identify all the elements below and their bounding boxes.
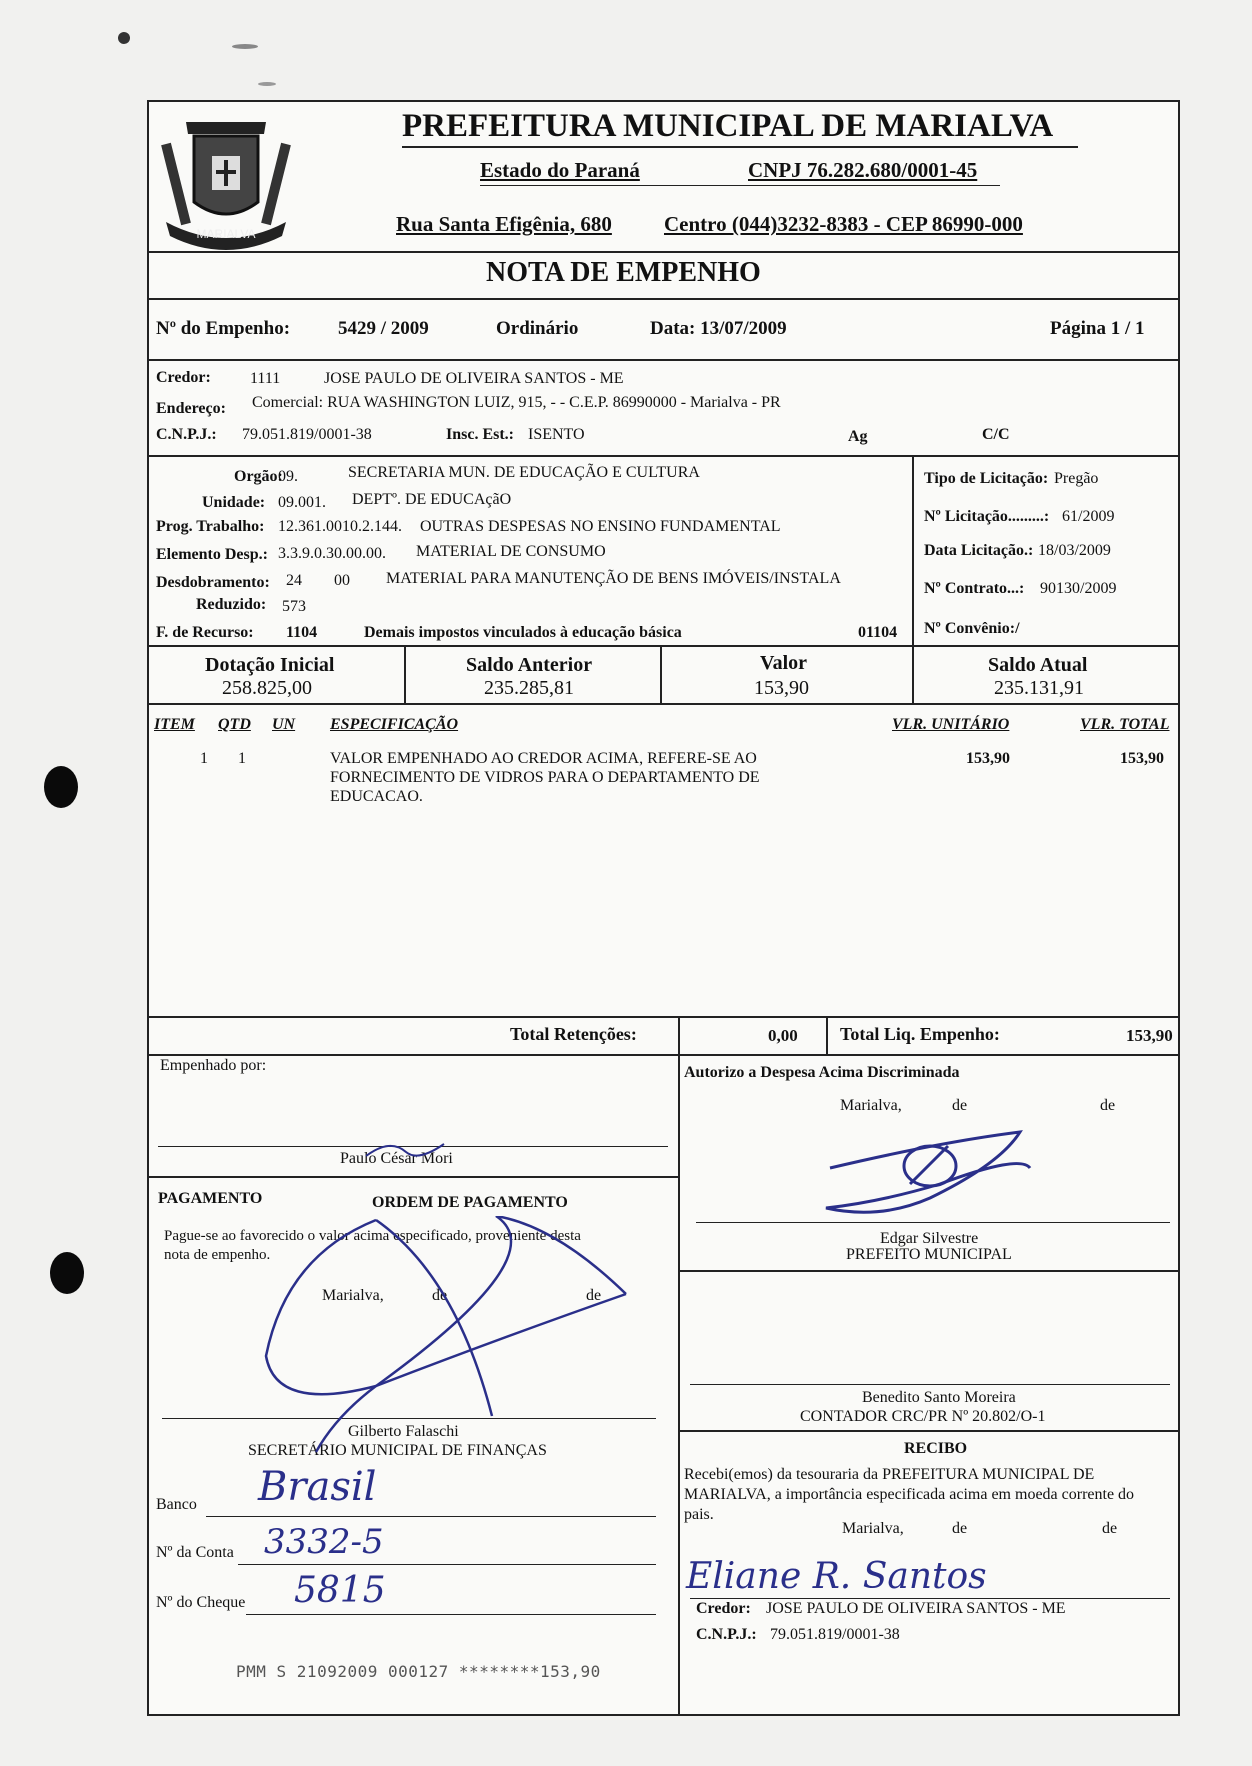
licitacao-date: 18/03/2009 bbox=[1038, 542, 1111, 559]
empenho-number-label: Nº do Empenho: bbox=[156, 318, 291, 339]
divider-vertical bbox=[826, 1016, 828, 1054]
col-spec-header: ESPECIFICAÇÃO bbox=[330, 716, 459, 733]
recibo-signature: Eliane R. Santos bbox=[686, 1556, 987, 1597]
punch-hole bbox=[50, 1252, 84, 1294]
unidade-label: Unidade: bbox=[202, 494, 266, 511]
empenhado-signature bbox=[360, 1136, 450, 1166]
reduzido-label: Reduzido: bbox=[196, 596, 267, 613]
contrato-label: Nº Contrato...: bbox=[924, 580, 1025, 597]
tipo-licitacao-label: Tipo de Licitação: bbox=[924, 470, 1049, 487]
svg-text:MARIALVA: MARIALVA bbox=[196, 227, 256, 241]
elemento-name: MATERIAL DE CONSUMO bbox=[416, 543, 606, 560]
item-number: 1 bbox=[200, 750, 208, 767]
item-qtd: 1 bbox=[238, 750, 246, 767]
col-unit-header: VLR. UNITÁRIO bbox=[892, 716, 1010, 733]
contador-nome: Benedito Santo Moreira bbox=[862, 1389, 1016, 1406]
recibo-de: de bbox=[1102, 1520, 1118, 1537]
desdobramento-name: MATERIAL PARA MANUTENÇÃO DE BENS IMÓVEIS/INSTALA bbox=[386, 570, 841, 587]
scan-speck bbox=[232, 44, 258, 49]
divider bbox=[147, 455, 1180, 457]
scan-speck bbox=[258, 82, 276, 86]
secretario-signature bbox=[256, 1216, 636, 1456]
divider-vertical bbox=[912, 455, 914, 645]
credor-address: Comercial: RUA WASHINGTON LUIZ, 915, - - C.E.P. 86990000 - Marialva - PR bbox=[252, 394, 781, 411]
orgao-code: 09. bbox=[278, 468, 298, 485]
divider-vertical bbox=[678, 1016, 680, 1054]
credor-cnpj-label: C.N.P.J.: bbox=[156, 426, 217, 443]
orgao-name: SECRETARIA MUN. DE EDUCAÇÃO E CULTURA bbox=[348, 464, 700, 481]
cc-label: C/C bbox=[982, 426, 1010, 443]
desdobramento-a: 24 bbox=[286, 572, 302, 589]
contador-cargo: CONTADOR CRC/PR Nº 20.802/O-1 bbox=[800, 1408, 1046, 1425]
item-spec-line: VALOR EMPENHADO AO CREDOR ACIMA, REFERE-SE AO bbox=[330, 750, 757, 767]
divider bbox=[678, 1270, 1180, 1272]
recurso-name: Demais impostos vinculados à educação básica bbox=[364, 624, 682, 641]
signature-line bbox=[690, 1384, 1170, 1385]
recibo-cnpj: 79.051.819/0001-38 bbox=[770, 1626, 900, 1643]
autorizo-de: de bbox=[1100, 1097, 1116, 1114]
licitacao-date-label: Data Licitação.: bbox=[924, 542, 1034, 559]
tipo-licitacao-value: Pregão bbox=[1054, 470, 1099, 487]
col-un-header: UN bbox=[272, 716, 296, 733]
dotacao-label: Dotação Inicial bbox=[205, 654, 335, 676]
banco-line bbox=[206, 1516, 656, 1517]
divider bbox=[147, 1054, 1180, 1056]
divider bbox=[147, 703, 1180, 705]
col-total-header: VLR. TOTAL bbox=[1080, 716, 1170, 733]
desdobramento-b: 00 bbox=[334, 572, 350, 589]
ag-label: Ag bbox=[848, 428, 868, 445]
prog-trabalho-name: OUTRAS DESPESAS NO ENSINO FUNDAMENTAL bbox=[420, 518, 781, 535]
desdobramento-label: Desdobramento: bbox=[156, 574, 270, 591]
pagamento-de: de bbox=[432, 1287, 448, 1304]
empenho-number: 5429 / 2009 bbox=[338, 318, 429, 339]
prefeito-nome: Edgar Silvestre bbox=[880, 1230, 979, 1247]
credor-cnpj: 79.051.819/0001-38 bbox=[242, 426, 372, 443]
insc-est-label: Insc. Est.: bbox=[446, 426, 515, 443]
header-underline bbox=[480, 185, 1000, 186]
pagamento-de: de bbox=[586, 1287, 602, 1304]
marialva-coat-of-arms bbox=[156, 104, 296, 254]
saldo-atual-value: 235.131,91 bbox=[994, 677, 1084, 699]
credor-name: JOSE PAULO DE OLIVEIRA SANTOS - ME bbox=[324, 370, 624, 387]
recibo-title: RECIBO bbox=[904, 1440, 968, 1457]
prefeito-cargo: PREFEITO MUNICIPAL bbox=[846, 1246, 1012, 1263]
divider bbox=[147, 1176, 678, 1178]
autorizo-de: de bbox=[952, 1097, 968, 1114]
institution-cnpj: CNPJ 76.282.680/0001-45 bbox=[748, 158, 978, 182]
retencoes-label: Total Retenções: bbox=[510, 1024, 637, 1044]
ordem-pagamento-label: ORDEM DE PAGAMENTO bbox=[372, 1194, 568, 1211]
divider-vertical bbox=[678, 1054, 680, 1716]
cheque-line bbox=[246, 1614, 656, 1615]
item-total-value: 153,90 bbox=[1120, 750, 1164, 767]
prog-trabalho-code: 12.361.0010.2.144. bbox=[278, 518, 402, 535]
recibo-de: de bbox=[952, 1520, 968, 1537]
document-title: NOTA DE EMPENHO bbox=[486, 257, 761, 288]
payment-stamp: PMM S 21092009 000127 ********153,90 bbox=[236, 1662, 601, 1681]
banco-label: Banco bbox=[156, 1496, 197, 1513]
contrato-value: 90130/2009 bbox=[1040, 580, 1117, 597]
divider bbox=[147, 359, 1180, 361]
empenho-date: Data: 13/07/2009 bbox=[650, 318, 787, 339]
unidade-code: 09.001. bbox=[278, 494, 326, 511]
secretario-nome: Gilberto Falaschi bbox=[348, 1423, 459, 1440]
autorizo-city: Marialva, bbox=[840, 1097, 902, 1114]
recibo-text: MARIALVA, a importância especificada acima em moeda corrente do bbox=[684, 1486, 1135, 1503]
credor-code: 1111 bbox=[250, 370, 281, 387]
conta-label: Nº da Conta bbox=[156, 1544, 234, 1561]
saldo-anterior-label: Saldo Anterior bbox=[466, 654, 593, 676]
signature-line bbox=[690, 1598, 1170, 1599]
recibo-text: pais. bbox=[684, 1506, 714, 1523]
conta-line bbox=[238, 1564, 656, 1565]
saldo-atual-label: Saldo Atual bbox=[988, 654, 1088, 676]
item-spec-line: EDUCACAO. bbox=[330, 788, 423, 805]
institution-title: PREFEITURA MUNICIPAL DE MARIALVA bbox=[402, 108, 1054, 144]
licitacao-number: 61/2009 bbox=[1062, 508, 1115, 525]
elemento-label: Elemento Desp.: bbox=[156, 546, 268, 563]
empenhado-por-label: Empenhado por: bbox=[160, 1057, 267, 1074]
recurso-code: 1104 bbox=[286, 624, 318, 641]
pagamento-text: nota de empenho. bbox=[164, 1247, 271, 1263]
empenhado-nome: Paulo César Mori bbox=[340, 1150, 453, 1167]
col-item-header: ITEM bbox=[154, 716, 195, 733]
divider bbox=[147, 645, 1180, 647]
dotacao-value: 258.825,00 bbox=[222, 677, 312, 699]
item-unit-value: 153,90 bbox=[966, 750, 1010, 767]
divider bbox=[678, 1430, 1180, 1432]
conta-value: 3332-5 bbox=[264, 1522, 384, 1562]
valor-value: 153,90 bbox=[754, 677, 809, 699]
recibo-cnpj-label: C.N.P.J.: bbox=[696, 1626, 757, 1643]
recibo-city: Marialva, bbox=[842, 1520, 904, 1537]
orgao-label: Orgão: bbox=[234, 468, 283, 485]
liq-empenho-value: 153,90 bbox=[1126, 1026, 1173, 1045]
convenio-label: Nº Convênio:/ bbox=[924, 620, 1020, 637]
recurso-ref: 01104 bbox=[858, 624, 898, 641]
empenho-type: Ordinário bbox=[496, 318, 579, 339]
pagamento-city: Marialva, bbox=[322, 1287, 384, 1304]
title-underline bbox=[402, 146, 1078, 148]
divider-vertical bbox=[404, 645, 406, 703]
institution-contact: Centro (044)3232-8383 - CEP 86990-000 bbox=[664, 212, 1023, 236]
credor-label: Credor: bbox=[156, 369, 211, 386]
pagamento-label: PAGAMENTO bbox=[158, 1190, 263, 1207]
divider-vertical bbox=[912, 645, 914, 703]
unidade-name: DEPTº. DE EDUCAçãO bbox=[352, 491, 512, 508]
page-number: Página 1 / 1 bbox=[1050, 318, 1145, 339]
scan-speck bbox=[118, 32, 130, 44]
valor-label: Valor bbox=[760, 652, 808, 674]
secretario-cargo: SECRETÁRIO MUNICIPAL DE FINANÇAS bbox=[248, 1442, 547, 1459]
recibo-text: Recebi(emos) da tesouraria da PREFEITURA MUNICIPAL DE bbox=[684, 1466, 1095, 1483]
divider bbox=[147, 1016, 1180, 1018]
col-qtd-header: QTD bbox=[218, 716, 251, 733]
divider bbox=[147, 251, 1180, 253]
cheque-label: Nº do Cheque bbox=[156, 1594, 246, 1611]
banco-value: Brasil bbox=[258, 1464, 377, 1510]
licitacao-number-label: Nº Licitação.........: bbox=[924, 508, 1050, 525]
elemento-code: 3.3.9.0.30.00.00. bbox=[278, 545, 386, 562]
reduzido-value: 573 bbox=[282, 598, 306, 615]
divider-vertical bbox=[660, 645, 662, 703]
prog-trabalho-label: Prog. Trabalho: bbox=[156, 518, 265, 535]
institution-address: Rua Santa Efigênia, 680 bbox=[396, 212, 612, 236]
cheque-value: 5815 bbox=[294, 1570, 386, 1611]
endereco-label: Endereço: bbox=[156, 400, 226, 417]
saldo-anterior-value: 235.285,81 bbox=[484, 677, 574, 699]
retencoes-value: 0,00 bbox=[768, 1026, 798, 1045]
punch-hole bbox=[44, 766, 78, 808]
recibo-credor-label: Credor: bbox=[696, 1600, 751, 1617]
prefeito-signature bbox=[820, 1124, 1040, 1220]
pagamento-text: Pague-se ao favorecido o valor acima especificado, proveniente desta bbox=[164, 1228, 581, 1244]
signature-line bbox=[696, 1222, 1170, 1223]
state-name: Estado do Paraná bbox=[480, 158, 640, 182]
insc-est-value: ISENTO bbox=[528, 426, 585, 443]
recurso-label: F. de Recurso: bbox=[156, 624, 254, 641]
item-spec-line: FORNECIMENTO DE VIDROS PARA O DEPARTAMENTO DE bbox=[330, 769, 760, 786]
divider bbox=[147, 298, 1180, 300]
autorizo-label: Autorizo a Despesa Acima Discriminada bbox=[684, 1064, 960, 1081]
liq-empenho-label: Total Liq. Empenho: bbox=[840, 1024, 1000, 1044]
recibo-credor: JOSE PAULO DE OLIVEIRA SANTOS - ME bbox=[766, 1600, 1066, 1617]
